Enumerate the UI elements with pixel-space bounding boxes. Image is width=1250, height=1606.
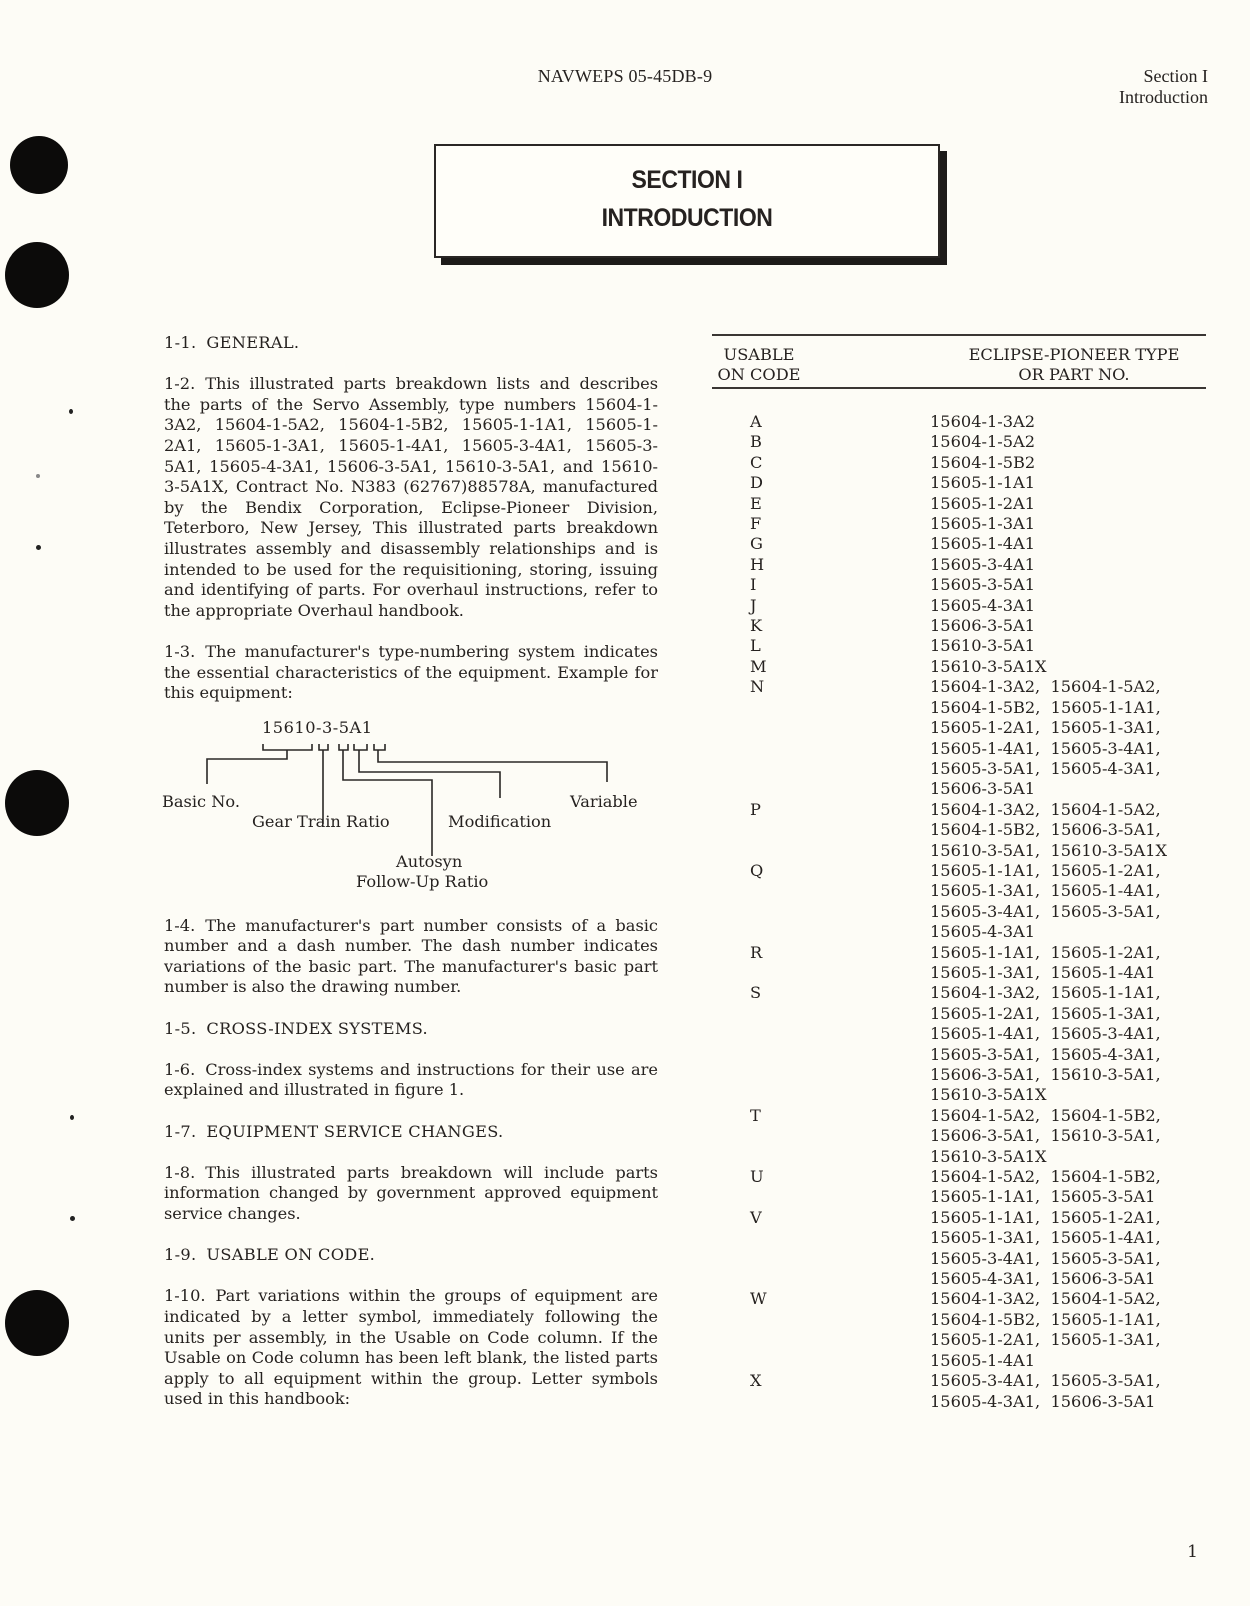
part-number-line: 15605-1-1A1 xyxy=(930,473,1036,493)
label-variable: Variable xyxy=(570,791,638,811)
part-number-line: 15605-1-1A1, 15605-1-2A1, xyxy=(930,942,1161,962)
section-name: Introduction xyxy=(1119,87,1208,107)
part-number-line: 15606-3-5A1, 15610-3-5A1, xyxy=(930,1126,1161,1146)
binder-hole xyxy=(10,136,68,194)
part-number-line: 15605-3-4A1, 15605-3-5A1, xyxy=(930,1371,1161,1391)
part-number-line: 15610-3-5A1X xyxy=(930,656,1047,676)
example-type-number: 15610-3-5A1 xyxy=(262,717,373,737)
table-row xyxy=(712,657,1206,677)
usable-on-code-letter: B xyxy=(750,432,762,452)
paragraph-1-9: 1-9. USABLE ON CODE. xyxy=(164,1245,376,1265)
type-number-diagram xyxy=(164,716,658,896)
part-number-line: 15605-4-3A1 xyxy=(930,922,1036,942)
table-row xyxy=(712,575,1206,595)
usable-on-code-letter: T xyxy=(750,1105,761,1125)
usable-on-code-letter: W xyxy=(750,1289,767,1309)
table-row xyxy=(712,432,1206,452)
usable-on-code-letter: G xyxy=(750,534,763,554)
part-number-line: 15605-1-4A1, 15605-3-4A1, xyxy=(930,1024,1161,1044)
part-number-line: 15604-1-3A2, 15605-1-1A1, xyxy=(930,983,1161,1003)
paragraph-1-3: 1-3. The manufacturer's type-numbering system indicates the essential characteristics of the equipment. Example for this equipment: xyxy=(164,641,658,703)
table-row xyxy=(712,861,1206,943)
part-number-line: 15604-1-5B2, 15605-1-1A1, xyxy=(930,697,1161,717)
part-number-line: 15605-1-1A1, 15605-1-2A1, xyxy=(930,1207,1161,1227)
part-number-list xyxy=(930,575,1206,595)
part-number-line: 15605-1-3A1 xyxy=(930,514,1036,534)
part-number-line: 15605-4-3A1, 15606-3-5A1 xyxy=(930,1269,1156,1289)
table-row xyxy=(712,800,1206,861)
usable-on-code-letter: A xyxy=(750,412,762,431)
part-number-list xyxy=(930,453,1206,473)
part-number-line: 15605-1-3A1, 15605-1-4A1, xyxy=(930,1228,1161,1248)
part-number-line: 15610-3-5A1X xyxy=(930,1146,1047,1166)
section-title-name: INTRODUCTION xyxy=(601,204,773,232)
part-number-list xyxy=(930,657,1206,677)
section-title-number: SECTION I xyxy=(631,166,743,194)
table-row xyxy=(712,943,1206,984)
label-gear-train-ratio: Gear Train Ratio xyxy=(252,811,390,831)
left-column xyxy=(164,333,658,1431)
part-number-list xyxy=(930,555,1206,575)
part-number-line: 15605-3-4A1, 15605-3-5A1, xyxy=(930,901,1161,921)
section-title-box xyxy=(434,144,940,258)
part-number-line: 15610-3-5A1, 15610-3-5A1X xyxy=(930,840,1168,860)
part-number-line: 15605-1-4A1, 15605-3-4A1, xyxy=(930,738,1161,758)
usable-on-code-letter: J xyxy=(750,595,757,615)
usable-on-code-letter: D xyxy=(750,473,763,493)
part-number-line: 15604-1-5B2, 15605-1-1A1, xyxy=(930,1309,1161,1329)
part-number-line: 15605-1-2A1, 15605-1-3A1, xyxy=(930,718,1161,738)
part-number-line: 15604-1-3A2, 15604-1-5A2, xyxy=(930,1289,1161,1309)
part-number-line: 15605-1-4A1 xyxy=(930,1350,1036,1370)
part-number-line: 15604-1-5A2 xyxy=(930,432,1036,452)
usable-on-code-letter: Q xyxy=(750,860,764,880)
usable-on-code-letter: I xyxy=(750,575,757,595)
part-number-line: 15605-3-5A1 xyxy=(930,575,1036,595)
table-row xyxy=(712,555,1206,575)
part-number-line: 15610-3-5A1 xyxy=(930,636,1036,656)
table-row xyxy=(712,453,1206,473)
part-number-line: 15606-3-5A1 xyxy=(930,616,1036,636)
usable-on-code-letter: K xyxy=(750,616,763,636)
part-number-list xyxy=(930,534,1206,554)
binder-hole xyxy=(5,242,69,308)
scan-speck xyxy=(70,1115,74,1120)
usable-on-code-letter: P xyxy=(750,799,761,819)
part-number-list xyxy=(930,943,1206,984)
paragraph-1-6: 1-6. Cross-index systems and instructions for their use are explained and illustrated in figure 1. xyxy=(164,1059,658,1100)
part-number-list xyxy=(930,1106,1206,1167)
scan-speck xyxy=(70,1216,75,1221)
part-number-list xyxy=(930,616,1206,636)
table-body xyxy=(712,412,1206,1412)
part-number-list xyxy=(930,473,1206,493)
part-number-line: 15605-1-1A1, 15605-1-2A1, xyxy=(930,860,1161,880)
running-section-header xyxy=(1119,66,1208,108)
scan-speck xyxy=(69,409,73,414)
usable-on-code-letter: U xyxy=(750,1167,764,1187)
table-row xyxy=(712,983,1206,1105)
part-number-line: 15610-3-5A1X xyxy=(930,1085,1047,1105)
part-number-list xyxy=(930,494,1206,514)
part-number-line: 15604-1-3A2 xyxy=(930,412,1036,431)
part-number-line: 15605-4-3A1, 15606-3-5A1 xyxy=(930,1391,1156,1411)
part-number-list xyxy=(930,983,1206,1105)
part-number-line: 15604-1-3A2, 15604-1-5A2, xyxy=(930,799,1161,819)
usable-on-code-letter: R xyxy=(750,942,763,962)
paragraph-1-1: 1-1. GENERAL. xyxy=(164,333,300,352)
table-row xyxy=(712,677,1206,799)
part-number-list xyxy=(930,800,1206,861)
usable-on-code-letter: L xyxy=(750,636,761,656)
usable-on-code-letter: E xyxy=(750,493,762,513)
table-header xyxy=(712,336,1206,387)
usable-on-code-letter: S xyxy=(750,983,762,1003)
label-modification: Modification xyxy=(448,811,552,831)
part-number-line: 15604-1-5A2, 15604-1-5B2, xyxy=(930,1105,1161,1125)
part-number-list xyxy=(930,636,1206,656)
part-number-line: 15605-1-4A1 xyxy=(930,534,1036,554)
table-row xyxy=(712,596,1206,616)
part-number-list xyxy=(930,1208,1206,1290)
part-number-line: 15605-1-2A1 xyxy=(930,493,1036,513)
paragraph-1-2: 1-2. This illustrated parts breakdown lists and describes the parts of the Servo Assembly, type numbers 15604-1-3A2, 15604-1-5A2, 15604-1-5B2, 15605-1-1A1, 15605-1-2A1, 15605-1-3A1, 15605-1-4A1, 15605-3-4A1, 15605-3-5A1, 15605-4-3A1, 15606-3-5A1, 15610-3-5A1, and 15610-3-5A1X, Contract No. N383 (62767)88578A, manufactured by the Bendix Corporation, Eclipse-Pioneer Division, Teterboro, New Jersey, This illustrated parts breakdown illustrates assembly and disassembly relationships and is intended to be used for the requisitioning, storing, issuing and identifying of parts. For overhaul instructions, refer to the appropriate Overhaul handbook. xyxy=(164,374,658,620)
part-number-list xyxy=(930,1167,1206,1208)
part-number-list xyxy=(930,596,1206,616)
part-number-line: 15605-3-4A1, 15605-3-5A1, xyxy=(930,1248,1161,1268)
binder-hole xyxy=(5,1290,69,1356)
part-number-line: 15604-1-5B2 xyxy=(930,452,1036,472)
paragraph-1-10: 1-10. Part variations within the groups of equipment are indicated by a letter symbol, immediately following the units per assembly, in the Usable on Code column. If the Usable on Code column has been left blank, the listed parts apply to all equipment within the group. Letter symbols used in this handbook: xyxy=(164,1286,658,1409)
table-row xyxy=(712,1289,1206,1371)
usable-on-code-letter: V xyxy=(750,1207,762,1227)
binder-hole xyxy=(5,770,69,836)
section-label: Section I xyxy=(1143,66,1208,86)
part-number-line: 15605-1-3A1, 15605-1-4A1, xyxy=(930,881,1161,901)
usable-on-code-letter: C xyxy=(750,452,763,472)
table-row xyxy=(712,514,1206,534)
part-number-list xyxy=(930,514,1206,534)
part-number-line: 15604-1-5B2, 15606-3-5A1, xyxy=(930,820,1161,840)
part-number-line: 15605-1-2A1, 15605-1-3A1, xyxy=(930,1330,1161,1350)
table-row xyxy=(712,616,1206,636)
table-row xyxy=(712,494,1206,514)
usable-on-code-letter: M xyxy=(750,656,767,676)
part-number-line: 15604-1-5A2, 15604-1-5B2, xyxy=(930,1167,1161,1187)
part-number-line: 15605-1-3A1, 15605-1-4A1 xyxy=(930,962,1156,982)
part-number-list xyxy=(930,861,1206,943)
paragraph-1-7: 1-7. EQUIPMENT SERVICE CHANGES. xyxy=(164,1121,504,1141)
paragraph-1-5: 1-5. CROSS-INDEX SYSTEMS. xyxy=(164,1018,428,1038)
part-number-line: 15605-3-5A1, 15605-4-3A1, xyxy=(930,758,1161,778)
usable-on-code-letter: X xyxy=(750,1371,762,1391)
table-row xyxy=(712,534,1206,554)
part-number-list xyxy=(930,1289,1206,1371)
usable-on-code-letter: F xyxy=(750,514,762,534)
part-number-line: 15606-3-5A1 xyxy=(930,779,1036,799)
column-header-usable-on-code: USABLE ON CODE xyxy=(717,345,801,384)
part-number-line: 15605-3-4A1 xyxy=(930,554,1036,574)
scan-speck xyxy=(36,474,40,478)
part-number-list xyxy=(930,1371,1206,1412)
label-autosyn: Autosyn xyxy=(396,851,463,871)
part-number-list xyxy=(930,432,1206,452)
table-row xyxy=(712,412,1206,432)
usable-on-code-letter: H xyxy=(750,554,765,574)
part-number-line: 15605-3-5A1, 15605-4-3A1, xyxy=(930,1044,1161,1064)
part-number-list xyxy=(930,677,1206,799)
table-header-rule xyxy=(712,387,1206,389)
part-number-line: 15606-3-5A1, 15610-3-5A1, xyxy=(930,1065,1161,1084)
page-number: 1 xyxy=(1187,1542,1198,1562)
usable-on-code-letter: N xyxy=(750,677,765,697)
table-row xyxy=(712,636,1206,656)
table-row xyxy=(712,1106,1206,1167)
usable-on-code-table xyxy=(712,334,1206,1412)
table-row xyxy=(712,473,1206,493)
table-row xyxy=(712,1167,1206,1208)
part-number-line: 15605-4-3A1 xyxy=(930,595,1036,615)
label-basic-no: Basic No. xyxy=(162,791,241,811)
table-row xyxy=(712,1371,1206,1412)
document-number: NAVWEPS 05-45DB-9 xyxy=(537,66,713,86)
paragraph-1-4: 1-4. The manufacturer's part number consists of a basic number and a dash number. The dash number indicates variations of the basic part. The manufacturer's basic part number is also the drawing number. xyxy=(164,915,658,997)
paragraph-1-8: 1-8. This illustrated parts breakdown will include parts information changed by government approved equipment service changes. xyxy=(164,1162,658,1223)
part-number-line: 15605-1-1A1, 15605-3-5A1 xyxy=(930,1187,1156,1207)
label-follow-up-ratio: Follow-Up Ratio xyxy=(356,871,489,891)
scan-speck xyxy=(36,545,41,550)
column-header-part-no: ECLIPSE-PIONEER TYPE OR PART NO. xyxy=(968,345,1180,384)
table-row xyxy=(712,1208,1206,1290)
part-number-line: 15604-1-3A2, 15604-1-5A2, xyxy=(930,677,1161,697)
part-number-line: 15605-1-2A1, 15605-1-3A1, xyxy=(930,1003,1161,1023)
part-number-list xyxy=(930,412,1206,432)
